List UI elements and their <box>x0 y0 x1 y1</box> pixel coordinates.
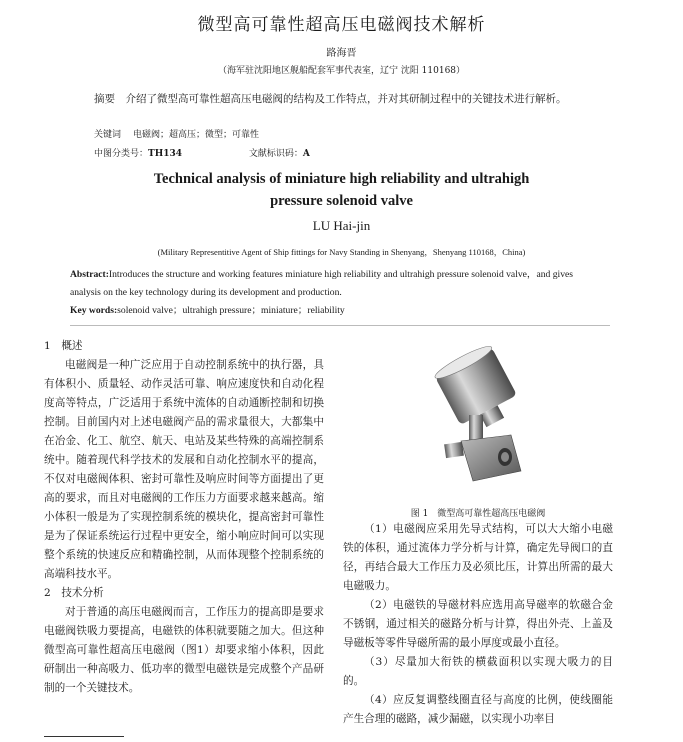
abstract-text-en: Introduces the structure and working features miniature high reliability and ultrahigh pressure solenoid valve，and gives analysis on the key technology during its development and production. <box>70 269 574 298</box>
valve-body <box>461 435 521 481</box>
classification-line <box>94 146 310 159</box>
abstract-cn <box>70 90 610 108</box>
section-2-paragraph: 对于普通的高压电磁阀而言，工作压力的提高即是要求电磁阀铁吸力要提高，电磁铁的体积就要随之加大。但这种微型高可靠性超高压电磁阀（图1）却要求缩小体积，因此研制出一种高吸力、低功率的微型电磁铁是完成整个产品研制的一个关键技术。 <box>44 606 324 694</box>
abstract-en <box>70 266 600 302</box>
keywords-label-cn: 关键词 <box>94 130 122 140</box>
class-value: TH134 <box>148 149 183 159</box>
doc-code-label: 文献标识码： <box>248 149 303 159</box>
section-1-paragraph: 电磁阀是一种广泛应用于自动控制系统中的执行器，具有体积小、质量轻、动作灵活可靠、响应速度快和自动化程度高等特点，广泛适用于系统中流体的自动通断控制和切换控制。目前国内对上述电磁阀产品的需求量很大，大都集中在冶金、化工、航空、航天、电站及某些特殊的高端控制系统中。随着现代科学技术的发展和自动化控制水平的提高，不仅对电磁阀体积、密封可靠性及响应时间等方面提出了更高的要求，而且对电磁阀的工作压力方面要求越来越高。缩小体积一般是为了实现控制系统的模块化，提高密封可靠性是为了保证系统运行过程中更安全，缩小响应时间可以实现整个系统的快速反应和精确控制，从而体现整个控制系统的高端科技水平。 <box>44 359 324 580</box>
keywords-value-cn: 电磁阀；超高压；微型；可靠性 <box>133 130 260 140</box>
author-cn: 路海晋 <box>326 48 357 59</box>
keywords-en <box>70 302 600 316</box>
affiliation-en: (Military Representitive Agent of Ship fittings for Navy Standing in Shenyang，Shenyang 110168，China) <box>157 247 526 257</box>
paper-title-en-line1: Technical analysis of miniature high reliability and ultrahigh <box>153 171 530 187</box>
keywords-label-en: Key words: <box>70 305 118 316</box>
list-item-4: （4）应反复调整线圈直径与高度的比例，使线圈能产生合理的磁路，减少漏磁，以实现小功率目 <box>343 694 613 725</box>
list-item-1: （1）电磁阀应采用先导式结构，可以大大缩小电磁铁的体积，通过流体力学分析与计算，确定先导阀口的直径，再结合最大工作压力及必须比压，计算出所需的最大电磁吸力。 <box>343 523 613 592</box>
section-1-heading: 1 概述 <box>44 340 83 352</box>
footnote-divider <box>44 736 124 737</box>
paper-title-cn: 微型高可靠性超高压电磁阀技术解析 <box>197 15 486 35</box>
solenoid-valve-figure <box>425 343 535 493</box>
author-en: LU Hai-jin <box>312 218 371 233</box>
doc-code-value: A <box>302 149 310 159</box>
affiliation-cn: （海军驻沈阳地区舰船配套军事代表室，辽宁 沈阳 110168） <box>217 66 466 76</box>
abstract-text-cn: 介绍了微型高可靠性超高压电磁阀的结构及工作特点，并对其研制过程中的关键技术进行解析。 <box>125 93 567 105</box>
left-column <box>44 337 324 698</box>
paper-title-en <box>0 168 683 212</box>
figure-1-caption: 图 1 微型高可靠性超高压电磁阀 <box>410 509 546 519</box>
keywords-cn <box>94 127 259 140</box>
keywords-value-en: solenoid valve；ultrahigh pressure；miniature；reliability <box>117 305 345 316</box>
inlet-fitting <box>444 442 464 458</box>
class-label: 中图分类号： <box>94 149 149 159</box>
section-2-heading: 2 技术分析 <box>44 587 104 599</box>
list-item-2: （2）电磁铁的导磁材料应选用高导磁率的软磁合金不锈钢，通过相关的磁路分析与计算，得出外壳、上盖及导磁板等零件导磁所需的最小厚度或最小直径。 <box>343 599 613 649</box>
abstract-label-cn: 摘要 <box>94 93 115 105</box>
paper-title-en-line2: pressure solenoid valve <box>270 193 413 209</box>
list-item-3: （3）尽量加大衔铁的横截面积以实现大吸力的目的。 <box>343 656 613 687</box>
abstract-label-en: Abstract: <box>70 269 109 280</box>
right-column <box>343 520 613 729</box>
header-divider <box>70 325 610 326</box>
